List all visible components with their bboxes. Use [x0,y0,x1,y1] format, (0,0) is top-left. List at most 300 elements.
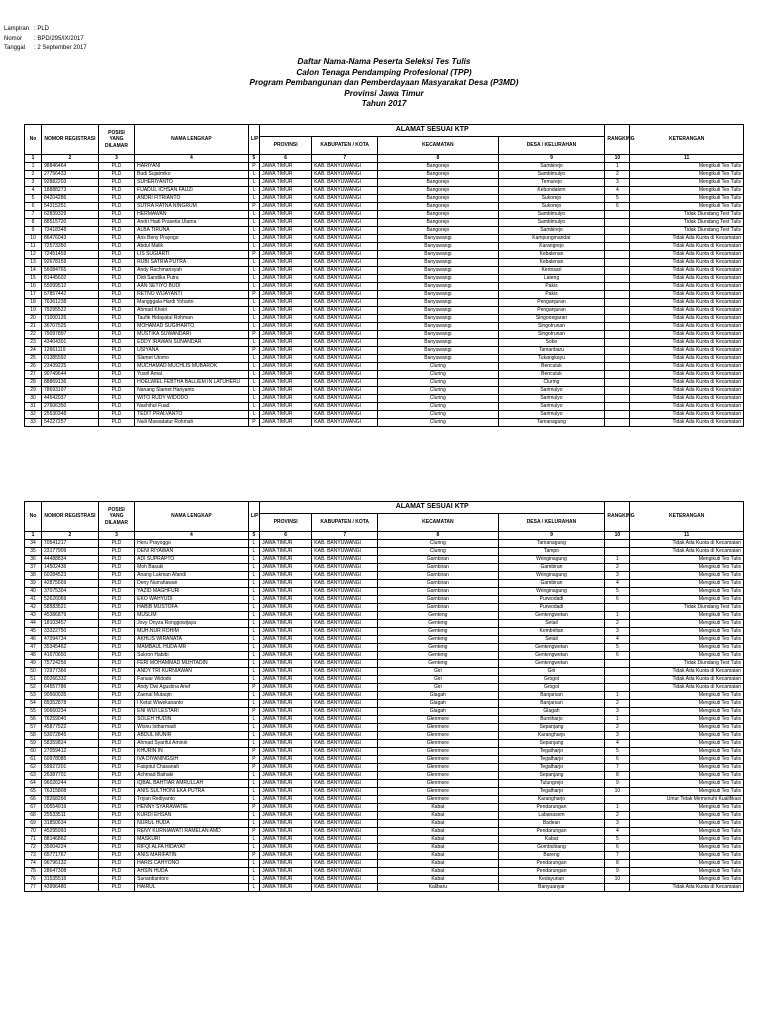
table-cell: L [248,379,259,387]
header-desa: DESA / KELURAHAN [498,514,605,532]
table-cell: KAB. BANYUWANGI [312,804,378,812]
table-cell [605,323,630,331]
table-cell: Glenmore [378,788,498,796]
table-row [25,652,744,660]
table-cell: Sukorejo [498,195,605,203]
table-cell: L [248,788,259,796]
table-cell: 1 [605,163,630,171]
table-row [25,548,744,556]
table-cell: 1 [605,612,630,620]
table-cell: Wringinagung [498,588,605,596]
table-cell: PLD [98,163,134,171]
table-cell: JAWA TIMUR [260,411,312,419]
table-cell: KAB. BANYUWANGI [312,628,378,636]
table-cell: HABIB MUSTOFA [135,604,249,612]
table-cell: JAWA TIMUR [260,684,312,692]
table-cell: Tidak Ada Kuota di Kecamatan [630,283,744,291]
table-cell: KAB. BANYUWANGI [312,676,378,684]
table-cell: Gambiran [378,596,498,604]
table-cell: L [248,267,259,275]
table-cell: Mengikuti Tes Tulis [630,195,744,203]
header-keterangan: KETERANGAN [630,125,744,155]
table-cell: KAB. BANYUWANGI [312,636,378,644]
table-cell: Pakis [498,291,605,299]
table-cell: Deny Nurrahawan [135,580,249,588]
table-cell: 6 [605,203,630,211]
table-cell: Karangrejo [498,243,605,251]
table-cell: 18103457 [42,620,99,628]
table-cell: PLD [98,876,134,884]
table-cell: Bumiharjo [498,716,605,724]
table-cell [605,355,630,363]
table-cell: Badean [498,820,605,828]
header-desa: DESA / KELURAHAN [498,137,605,155]
table-cell: PLD [98,764,134,772]
table-row [25,620,744,628]
table-cell: 2 [605,724,630,732]
table-cell: PLD [98,395,134,403]
table-cell: Achmad Baihaki [135,772,249,780]
table-cell [605,235,630,243]
table-cell: PLD [98,371,134,379]
table-cell: Banjarsari [498,700,605,708]
table-row [25,756,744,764]
table-cell: Banyuwangi [378,291,498,299]
document-title [0,57,768,110]
table-cell: P [248,828,259,836]
table-cell: Glagah [378,708,498,716]
table-cell [605,796,630,804]
table-cell: WITO RUDY WIDODO [135,395,249,403]
table-cell: PLD [98,716,134,724]
table-cell: JAWA TIMUR [260,572,312,580]
table-cell: Tamanagung [498,540,605,548]
table-cell: 25530348 [42,411,99,419]
table-cell: Tidak Ada Kuota di Kecamatan [630,387,744,395]
table-cell: 65771767 [42,852,99,860]
table-cell: 15 [25,275,42,283]
table-cell: 2 [605,700,630,708]
table-cell: 18888273 [42,187,99,195]
table-cell: JAWA TIMUR [260,195,312,203]
header-lp: L/P [248,125,259,155]
header-kecamatan: KECAMATAN [378,514,498,532]
column-number: 6 [260,155,312,163]
table-cell: PLD [98,604,134,612]
table-row [25,283,744,291]
table-cell: JAWA TIMUR [260,652,312,660]
table-cell: JAWA TIMUR [260,796,312,804]
table-cell: Kabat [378,804,498,812]
table-cell: JAWA TIMUR [260,267,312,275]
table-cell: KAB. BANYUWANGI [312,708,378,716]
table-cell: 76361238 [42,299,99,307]
table-cell: Banyuwangi [378,299,498,307]
table-cell: 72573350 [42,243,99,251]
table-cell: KAB. BANYUWANGI [312,836,378,844]
title-line-1: Daftar Nama-Nama Peserta Seleksi Tes Tulis [297,57,471,66]
table-cell: L [248,283,259,291]
table-cell: Gombolirang [498,844,605,852]
table-cell: 5 [25,195,42,203]
table-cell: SOLEH HUDIN [135,716,249,724]
table-cell: KAB. BANYUWANGI [312,876,378,884]
table-cell: Mengikuti Tes Tulis [630,772,744,780]
table-row [25,411,744,419]
table-row [25,724,744,732]
table-cell [605,371,630,379]
table-cell: Wisnu Istharmadi [135,724,249,732]
table-cell: JAWA TIMUR [260,291,312,299]
table-row [25,572,744,580]
table-cell: PLD [98,307,134,315]
nomor-line [4,35,87,45]
table-cell: JAWA TIMUR [260,692,312,700]
table-cell: Mengikuti Tes Tulis [630,724,744,732]
table-cell: Tegalharjo [498,788,605,796]
table-cell: LIS SUGIARTI [135,251,249,259]
table-cell: L [248,604,259,612]
table-cell: Kabat [378,812,498,820]
table-row [25,379,744,387]
table-cell: 54315251 [42,203,99,211]
table-cell: JAWA TIMUR [260,644,312,652]
table-cell: Tamanagung [498,419,605,427]
table-row [25,852,744,860]
table-cell: 5 [605,588,630,596]
table-cell: Cluring [498,379,605,387]
table-cell: Sobo [498,339,605,347]
table-cell: 43996480 [42,884,99,892]
table-cell: JAWA TIMUR [260,700,312,708]
table-row [25,387,744,395]
table-cell: L [248,540,259,548]
header-lp: L/P [248,502,259,532]
table-cell: KAB. BANYUWANGI [312,860,378,868]
table-cell: Mengikuti Tes Tulis [630,812,744,820]
lampiran-value: : PLD [34,26,50,32]
header-keterangan: KETERANGAN [630,502,744,532]
table-cell: 76315808 [42,788,99,796]
table-cell: Sukorejo [498,203,605,211]
table-cell [605,387,630,395]
table-cell: Mengikuti Tes Tulis [630,644,744,652]
table-cell: KAB. BANYUWANGI [312,355,378,363]
table-cell: 81445602 [42,275,99,283]
table-cell: PLD [98,331,134,339]
table-cell: 18 [25,299,42,307]
table-cell: Ahmad Syariful Aminin [135,740,249,748]
table-cell: 42875669 [42,580,99,588]
table-cell: 56 [25,716,42,724]
table-cell: Andy Rachmansyah [135,267,249,275]
table-cell: Sambimulyo [498,219,605,227]
table-cell: 73418348 [42,227,99,235]
table-cell: ANDY TRI KURNIAWAN [135,668,249,676]
table-cell: L [248,179,259,187]
table-cell [605,315,630,323]
table-cell: KAB. BANYUWANGI [312,315,378,323]
table-cell: L [248,868,259,876]
table-row [25,171,744,179]
table-cell: 3 [605,708,630,716]
table-cell: 73 [25,852,42,860]
table-cell: 29 [25,387,42,395]
table-row [25,323,744,331]
table-cell: 47 [25,644,42,652]
table-cell: KAB. BANYUWANGI [312,700,378,708]
table-row [25,395,744,403]
table-cell: Singotrunan [498,331,605,339]
table-cell: Singonegaran [498,315,605,323]
table-cell: L [248,227,259,235]
table-cell: Banyuwangi [378,323,498,331]
table-cell: Mengikuti Tes Tulis [630,868,744,876]
table-cell: 9 [25,227,42,235]
table-cell: KAB. BANYUWANGI [312,299,378,307]
table-cell: JAWA TIMUR [260,227,312,235]
table-row [25,836,744,844]
table-cell: 10 [25,235,42,243]
table-cell: PLD [98,692,134,700]
table-cell: Tidak Ada Kuota di Kecamatan [630,339,744,347]
table-cell: L [248,307,259,315]
table-row [25,419,744,427]
table-cell: 88515720 [42,219,99,227]
table-cell: PLD [98,564,134,572]
table-row [25,347,744,355]
table-cell: Didi Sandika Putra [135,275,249,283]
table-cell: NURUL HUDA [135,820,249,828]
table-cell: L [248,884,259,892]
table-cell: JAWA TIMUR [260,724,312,732]
tanggal-value: : 2 September 2017 [34,45,87,51]
table-cell: 64557786 [42,684,99,692]
table-cell: L [248,636,259,644]
table-cell: 66 [25,796,42,804]
table-cell: KAB. BANYUWANGI [312,812,378,820]
table-cell: 76 [25,876,42,884]
table-cell: Fanuar Widodo [135,676,249,684]
table-cell: Sepanjang [498,772,605,780]
table-cell: KAB. BANYUWANGI [312,764,378,772]
table-cell: Mengikuti Tes Tulis [630,580,744,588]
table-row [25,612,744,620]
table-cell: HOELWIEL FEBTHA BALLIEM IN LATUHERU [135,379,249,387]
table-cell: Mengikuti Tes Tulis [630,788,744,796]
table-cell: 57 [25,724,42,732]
table-row [25,804,744,812]
table-cell: 12 [25,251,42,259]
table-cell: Genteng [378,620,498,628]
table-row [25,403,744,411]
table-cell: Banyuanyar [498,884,605,892]
table-row [25,860,744,868]
table-cell: KAB. BANYUWANGI [312,644,378,652]
table-cell: USIYANA [135,347,249,355]
table-cell: Tidak Ada Kuota di Kecamatan [630,331,744,339]
table-cell: 84204286 [42,195,99,203]
table-cell: 35345462 [42,644,99,652]
table-cell: JAWA TIMUR [260,716,312,724]
table-cell: 3 [605,572,630,580]
table-cell: Lateng [498,275,605,283]
table-cell: P [248,756,259,764]
table-cell: 47094734 [42,636,99,644]
table-cell: L [248,796,259,804]
table-cell: PLD [98,700,134,708]
table-cell: Mengikuti Tes Tulis [630,716,744,724]
table-cell: Sambirejo [498,227,605,235]
table-cell: 9 [605,780,630,788]
table-cell: KAB. BANYUWANGI [312,195,378,203]
title-line-5: Tahun 2017 [361,99,407,108]
column-number: 2 [42,532,99,540]
table-row [25,339,744,347]
table-row [25,876,744,884]
table-cell: KAB. BANYUWANGI [312,387,378,395]
table-cell [605,660,630,668]
table-cell: Abdul Malik [135,243,249,251]
table-cell: Nanang Slamet Hariyanto [135,387,249,395]
table-cell: Kabat [498,836,605,844]
column-number: 8 [378,155,498,163]
table-cell: PLD [98,251,134,259]
table-cell: KAB. BANYUWANGI [312,548,378,556]
table-cell: L [248,219,259,227]
table-cell: Banyuwangi [378,307,498,315]
table-cell: FUADUL ICHSAN FAUZI [135,187,249,195]
table-cell: Kabat [378,852,498,860]
table-cell: 7 [605,764,630,772]
table-row [25,708,744,716]
table-cell: Kabat [378,844,498,852]
table-cell: 89352878 [42,700,99,708]
column-number: 7 [312,532,378,540]
table-cell: ANDRI FITRIANTO [135,195,249,203]
table-row [25,211,744,219]
table-cell: Mengikuti Tes Tulis [630,572,744,580]
table-cell: 26387701 [42,772,99,780]
table-cell: 62 [25,764,42,772]
table-cell: 1 [605,804,630,812]
table-cell: P [248,251,259,259]
table-cell: KAB. BANYUWANGI [312,259,378,267]
table-cell: 14 [25,267,42,275]
table-cell: L [248,371,259,379]
column-number: 1 [25,155,42,163]
table-cell: Tidak Ada Kuota di Kecamatan [630,419,744,427]
table-cell [605,267,630,275]
table-row [25,580,744,588]
table-cell: P [248,291,259,299]
table-cell: Kabat [378,860,498,868]
table-cell: Glagah [378,700,498,708]
table-cell: Andy Dwi Agustina Arief [135,684,249,692]
table-row [25,163,744,171]
table-cell: PLD [98,620,134,628]
table-cell: Giri [378,684,498,692]
table-cell: Banyuwangi [378,283,498,291]
table-cell: EKO WAHYUDI [135,596,249,604]
table-cell: 27059412 [42,748,99,756]
table-cell: 54227257 [42,419,99,427]
table-cell: Glenmore [378,756,498,764]
table-cell: PLD [98,187,134,195]
table-cell: 3 [605,628,630,636]
table-cell: JAWA TIMUR [260,556,312,564]
table-cell: Cluring [378,379,498,387]
table-cell: HERMAWAN [135,211,249,219]
table-cell: JAWA TIMUR [260,876,312,884]
table-cell: KAB. BANYUWANGI [312,363,378,371]
table-cell: Banyuwangi [378,339,498,347]
table-row [25,668,744,676]
table-cell: Gambiran [378,556,498,564]
table-cell: KAB. BANYUWANGI [312,740,378,748]
table-cell: KURDI EHSAN [135,812,249,820]
table-cell: Tidak Ada Kuota di Kecamatan [630,403,744,411]
table-cell: RIFQI ALFA HIDAYAT [135,844,249,852]
table-cell: KAB. BANYUWANGI [312,379,378,387]
table-row [25,700,744,708]
table-row [25,644,744,652]
table-cell: JAWA TIMUR [260,620,312,628]
table-cell: 37 [25,564,42,572]
table-cell: 41 [25,596,42,604]
table-cell [605,540,630,548]
table-cell: Zaenal Mutaqin [135,692,249,700]
table-cell: 33322750 [42,628,99,636]
table-cell: JAWA TIMUR [260,211,312,219]
table-cell: 56084765 [42,267,99,275]
table-row [25,788,744,796]
table-cell: KAB. BANYUWANGI [312,163,378,171]
table-cell: KHURIN IN [135,748,249,756]
table-cell: 72451459 [42,251,99,259]
table-cell: 51 [25,676,42,684]
table-cell: I Ketut Wiwekananto [135,700,249,708]
table-cell: JAWA TIMUR [260,732,312,740]
table-cell: KAB. BANYUWANGI [312,419,378,427]
table-cell: L [248,724,259,732]
table-row [25,307,744,315]
table-cell: Banyuwangi [378,275,498,283]
table-cell: HENNY SYARAWATIE [135,804,249,812]
table-cell: 45877522 [42,724,99,732]
table-cell: 38 [25,572,42,580]
title-line-2: Calon Tenaga Pendamping Profesional (TPP) [296,67,472,77]
table-cell: Purwodadi [498,596,605,604]
table-cell: RUBI SATRIA PUTRA [135,259,249,267]
table-cell: JAWA TIMUR [260,764,312,772]
table-cell: MUH.NUR ROHIM [135,628,249,636]
table-cell: KAB. BANYUWANGI [312,371,378,379]
table-cell: KAB. BANYUWANGI [312,347,378,355]
table-row [25,564,744,572]
table-cell: 61 [25,756,42,764]
table-cell: 23439225 [42,363,99,371]
column-number: 1 [25,532,42,540]
table-cell: 53072845 [42,732,99,740]
table-cell [605,395,630,403]
table-cell: P [248,804,259,812]
table-cell: MASKURI [135,836,249,844]
table-cell: 71 [25,836,42,844]
table-cell [605,211,630,219]
table-cell: KAB. BANYUWANGI [312,724,378,732]
table-cell: Mengikuti Tes Tulis [630,764,744,772]
